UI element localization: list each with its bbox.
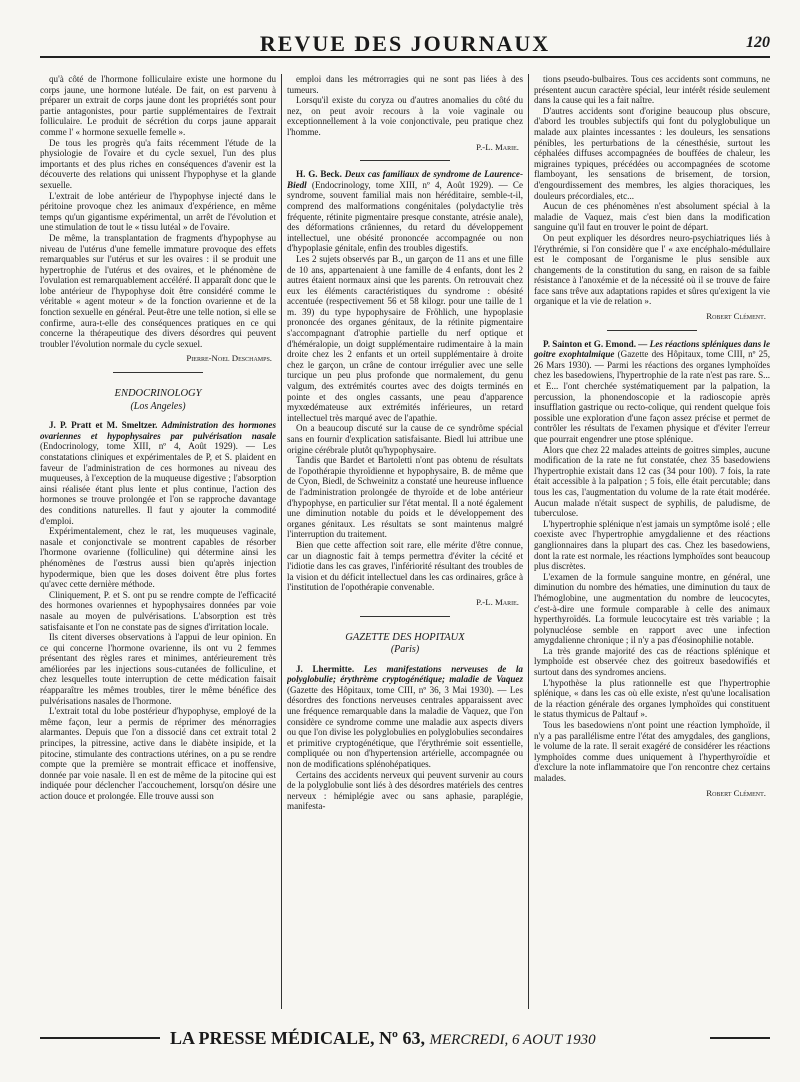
signature: Robert Clément. bbox=[706, 787, 766, 798]
article-entry bbox=[534, 339, 770, 445]
paragraph: tions pseudo-bulbaires. Tous ces accidents sont communs, ne présentent aucun caractère spécial, leur intérêt réside seulement dans la cause qui les a fait naître. bbox=[534, 74, 770, 106]
paragraph: De même, la transplantation de fragments d'hypophyse au niveau de l'utérus d'une femelle immature provoque des effets remarquables sur l'utérus et sur les ovaires : il se produit une hypertrophie de l'utérus et des ovaires, et le phénomène de l'ovulation est remarquablement accéléré. Il apparaît donc que le lobe antérieur de l'hypophyse doit être considéré comme le véritable « agent moteur » de la fonction ovarienne et de la fonction sexuelle en général. Peut-être une telle notion, si elle se confirme, aura-t-elle des conséquences pratiques en ce qui concerne la thérapeutique des divers désordres qui peuvent troubler l'évolution normale du cycle sexuel. bbox=[40, 232, 276, 349]
paragraph: Ils citent diverses observations à l'appui de leur opinion. En ce qui concerne l'hormone ovarienne, ils ont vu 2 femmes présentant des règles rares et minimes, antérieurement très améliorées par les injections sous-cutanées de folliculine, et chez lesquelles toute interruption de cette médication faisait réapparaître les mêmes troubles, tirer le même bénéfice des pulvérisations nasales de l'hormone. bbox=[40, 632, 276, 706]
signature: P.-L. Marie. bbox=[476, 141, 519, 152]
paragraph: L'examen de la formule sanguine montre, en général, une diminution du nombre des hématies, une diminution du taux de l'hémoglobine, une augmentation du nombre de leucocytes, c'est-à-dire une formule comparable à celle des animaux hyperthyroïdés. La formule leucocytaire est très variable ; la polynucléose semble en rapport avec une infection amygdalienne chronique ; il n'y a pas d'éosinophilie notable. bbox=[534, 571, 770, 646]
journal-section-title: REVUE DES JOURNAUX bbox=[259, 31, 551, 56]
article-entry bbox=[287, 169, 523, 254]
paragraph: Les 2 sujets observés par B., un garçon de 11 ans et une fille de 10 ans, appartenaient à une famille de 4 enfants, dont les 2 autres étaient normaux ainsi que les parents. On retrouvait chez eux les éléments caractéristiques du syndrome : obésité accentuée (respectivement 56 et 58 kilogr. pour une taille de 1 m. 39) du type hypophysaire de Fröhlich, une hypoplasie prononcée des organes génitaux, de la rétinite pigmentaire s'accompagnant d'atrophie partielle du nerf optique et d'héméralopie, un doigt supplémentaire rudimentaire à la main droite chez les 2 enfants et un orteil supplémentaire à droite chez le garçon, un crâne de contour irrégulier avec une selle turcique un peu plus profonde que normalement, du genu valgum, des extrémités courtes avec des doigts terminés en pointe et des ongles cassants, une peau d'apparence myxœdémateuse aux extrémités inférieures, un retard intellectuel très marqué avec de l'apathie. bbox=[287, 253, 523, 423]
paragraph: Cliniquement, P. et S. ont pu se rendre compte de l'efficacité des hormones ovariennes et hypophysaires données par voie nasale au moyen de pulvérisations. L'absorption est très satisfaisante et l'on ne constate pas de signes d'irritation locale. bbox=[40, 589, 276, 632]
paragraph: On a beaucoup discuté sur la cause de ce syndrôme spécial sans en fournir d'explication satisfaisante. Biedl lui attribue une origine cérébrale plutôt qu'hypophysaire. bbox=[287, 423, 523, 455]
signature: Robert Clément. bbox=[706, 311, 766, 322]
footer-journal: LA PRESSE MÉDICALE, Nº 63, bbox=[170, 1028, 425, 1048]
article-entry bbox=[40, 420, 276, 526]
article-title: Administration des hormones ovariennes et hypophysaires par pulvérisation nasale bbox=[40, 420, 276, 441]
article-authors: J. Lhermitte. bbox=[296, 663, 355, 674]
column-divider bbox=[281, 74, 282, 1009]
paragraph: De tous les progrès qu'a faits récemment l'étude de la physiologie de l'ovaire et du cycle sexuel, l'un des plus importants et des plus riches en conséquences d'avenir est la découverte des relations qui unissent l'hypophyse et la glande sexuelle. bbox=[40, 137, 276, 190]
column-1 bbox=[40, 74, 276, 1009]
article-title: Deux cas familiaux de syndrome de Laurence-Biedl bbox=[287, 169, 523, 190]
article-columns bbox=[40, 74, 770, 1009]
footer-date: MERCREDI, 6 AOUT 1930 bbox=[429, 1032, 596, 1048]
article-entry bbox=[287, 664, 523, 770]
paragraph: On peut expliquer les désordres neuro-psychiatriques liés à l'érythrémie, si l'on considère que l' « axe encéphalo-médullaire est le composant de l'organisme le plus sensible aux changements de la constitution du sang, en raison de sa faible résistance à l'anoxémie et de la nécessité où il se trouve de faire face sans trêve aux adaptations rapides et sûres qu'exigent la vie organique et la vie de relation ». bbox=[534, 232, 770, 307]
page-footer bbox=[40, 1028, 770, 1050]
footer-rule bbox=[710, 1037, 770, 1039]
article-authors: P. Sainton et G. Emond. bbox=[543, 338, 636, 349]
column-2 bbox=[287, 74, 523, 1009]
column-divider bbox=[528, 74, 529, 1009]
paragraph: L'extrait de lobe antérieur de l'hypophyse injecté dans le péritoine provoque chez les animaux d'expérience, en même temps qu'un gigantisme expérimental, un arrêt de l'évolution et une stimulation de tout le « tissu lutéal » de l'ovaire. bbox=[40, 190, 276, 233]
footer-text bbox=[170, 1028, 596, 1049]
separator bbox=[360, 616, 450, 617]
footer-rule bbox=[40, 1037, 160, 1039]
article-body: (Gazette des Hôpitaux, tome CIII, nº 25, 26 Mars 1930). — Parmi les réactions des organes lymphoïdes chez les basedowiens, l'hypertrophie de la rate n'est pas rare. S... et E... l'ont cherchée systématiquement par la palpation, la percussion, la phonendoscopie et la radioscopie après insufflation gastrique ou recto-colique, qui rendent quelque fois possible une exploration d'une façon assez précise et permet de contrôler les résultats de l'examen physique et d'éviter l'erreur que pourrait engendrer une ptose splénique. bbox=[534, 349, 770, 444]
article-title: — Les réactions spléniques dans le goitre exophtalmique bbox=[534, 338, 770, 360]
separator bbox=[113, 372, 203, 373]
paragraph: L'extrait total du lobe postérieur d'hypophyse, employé de la même façon, leur a permis de réprimer des ménorragies alarmantes. Depuis que l'on a dissocié dans cet extrait total 2 principes, la pitressine, active dans le diabète insipide, et la pitocine, stimulante des contractions utérines, on a pu se rendre compte que la première se montrait efficace et inoffensive, donnée par voie nasale. Il en est de même de la pitocine qui est indiquée pour déclencher l'accouchement, lorsqu'on désire une action douce et prolongée. Elle trouve aussi son bbox=[40, 706, 276, 801]
signature: Pierre-Noel Deschamps. bbox=[186, 353, 272, 364]
journal-location: (Paris) bbox=[390, 644, 420, 656]
journal-heading: ENDOCRINOLOGY bbox=[114, 388, 202, 400]
paragraph: Certains des accidents nerveux qui peuvent survenir au cours de la polyglobulie sont liés à des désordres matériels des centres nerveux : hémiplégie avec ou sans aphasie, paraplégie, manifesta- bbox=[287, 769, 523, 812]
paragraph: L'hypertrophie splénique n'est jamais un symptôme isolé ; elle coexiste avec l'hypertrophie amygdalienne et des réactions ganglionnaires dans la plupart des cas. Chez les basedowiens, dont la rate est normale, les réactions lymphoïdes sont beaucoup plus discrètes. bbox=[534, 518, 770, 572]
paragraph: D'autres accidents sont d'origine beaucoup plus obscure, d'abord les troubles subjectifs qui font du polyglobulique un malade aux plaintes incessantes : les douleurs, les sensations pénibles, les perturbations de la cénesthésie, surtout les céphalées diffuses accompagnées de bouffées de chaleur, les migraines typiques, précédées ou accompagnées de scotome flamboyant, les sensations de brisement, de torsion, d'engourdissement des membres, les algies thoraciques, les douleurs précordiales, etc... bbox=[534, 105, 770, 201]
article-body: (Endocrinology, tome XIII, nº 4, Août 1929). — Ce syndrome, souvent familial mais non héréditaire, semble-t-il, comprend des malformations congénitales (polydactylie très fréquente, rétinite pigmentaire presque constante, atrésie anale), des déformations crâniennes, du retard du développement intellectuel, une obésité prononcée accompagnée ou non d'hypoplasie génitale, enfin des troubles digestifs. bbox=[287, 179, 523, 254]
paragraph: L'hypothèse la plus rationnelle est que l'hypertrophie splénique, « dans les cas où elle existe, n'est qu'une localisation de la réaction générale des organes lymphoïdes qui constituent le status thymicus de Paltauf ». bbox=[534, 677, 770, 720]
paragraph: Expérimentalement, chez le rat, les muqueuses vaginale, nasale et conjonctivale se montrent capables de résorber l'hormone ovarienne (folliculine) qui détermine ainsi les phénomènes de l'œstrus aussi bien qu'après injection hypodermique, bien que les doses doivent être plus fortes qu'avec cette dernière méthode. bbox=[40, 526, 276, 590]
signature: P.-L. Marie. bbox=[476, 596, 519, 607]
paragraph: Alors que chez 22 malades atteints de goitres simples, aucune modification de la rate ne fut constatée, chez 35 basedowiens l'hypertrophie existait dans 12 cas (34 pour 100). 7 fois, la rate était accessible à la palpation ; 5 fois, elle était percutable; dans tous les cas, l'augmentation du volume de la rate était modérée. Aucun malade n'était suspect de syphilis, de paludisme, de tuberculose. bbox=[534, 444, 770, 519]
paragraph: Tous les basedowiens n'ont point une réaction lymphoïde, il n'y a pas parallélisme entre l'état des amygdales, des ganglions, le volume de la rate. Il serait exagéré de considérer les réactions lymphoïdes comme dues uniquement à l'hyperthyroïdie et d'exclure la note inflammatoire que l'on rencontre chez certains malades. bbox=[534, 720, 770, 783]
paragraph: Tandis que Bardet et Bartoletti n'ont pas obtenu de résultats de l'opothérapie thyroïdienne et hypophysaire, B. de même que de Cyon, Biedl, de Schweinitz a constaté une heureuse influence de l'administration prolongée de thyroïde et de lobe antérieur d'hypophyse, en particulier sur l'état mental. Il a noté également une diminution notable du poids et le développement des organes génitaux. Les résultats se sont maintenus malgré l'interruption du traitement. bbox=[287, 455, 523, 540]
separator bbox=[360, 160, 450, 161]
page-number: 120 bbox=[746, 34, 770, 51]
article-title: Les manifestations nerveuses de la polyglobulie; érythrème cryptogénétique; maladie de Vaquez bbox=[287, 663, 523, 685]
article-authors: J. P. Pratt et M. Smeltzer. bbox=[49, 420, 158, 431]
paragraph: emploi dans les métrorragies qui ne sont pas liées à des tumeurs. bbox=[287, 74, 523, 95]
page-header bbox=[40, 28, 770, 58]
paragraph: Lorsqu'il existe du coryza ou d'autres anomalies du côté du nez, on peut avoir recours à la voie vaginale ou exceptionnellement à la voie conjonctivale, peu pratique chez l'homme. bbox=[287, 95, 523, 137]
column-3 bbox=[534, 74, 770, 1009]
paragraph: La très grande majorité des cas de réactions splénique et lymphoïde est observée chez des goitreux basedowifiés et surtout dans des syndromes anciens. bbox=[534, 645, 770, 678]
journal-heading: GAZETTE DES HOPITAUX bbox=[345, 631, 465, 643]
article-body: (Gazette des Hôpitaux, tome CIII, nº 36, 3 Mai 1930). — Les désordres des fonctions nerveuses centrales apparaissent avec une fréquence remarquable dans la maladie de Vaquez, que l'on considère ce syndrome comme une maladie aux aspects divers ou que l'on divise les polyglobulies en polyglobulies secondaires et primitive cryptogénétique, que l'érythrémie soit essentielle, compliquée ou non d'hypertension artérielle, accompagnée ou non de modifications splénohépatiques. bbox=[287, 684, 523, 770]
paragraph: Aucun de ces phénomènes n'est absolument spécial à la maladie de Vaquez, mais c'est bien dans la modification sanguine qu'il faut en trouver le point de départ. bbox=[534, 201, 770, 233]
separator bbox=[607, 330, 697, 331]
article-authors: H. G. Beck. bbox=[296, 169, 342, 180]
paragraph: qu'à côté de l'hormone folliculaire existe une hormone du corps jaune, une hormone lutéale. De fait, on est parvenu à préparer un extrait de corps jaune dont les propriétés sont pour partie antagonistes, pour partie supplémentaires de l'extrait folliculaire. Le produit de sécrétion du corps jaune apparait comme l' « hormone sexuelle femelle ». bbox=[40, 74, 276, 137]
paragraph: Bien que cette affection soit rare, elle mérite d'être connue, car un diagnostic fait à temps permettra d'éviter la cécité et l'idiotie dans les cas graves, l'infériorité résultant des troubles de la vision et du déficit intellectuel dans les cas ordinaires, grâce à l'institution de l'opothérapie convenable. bbox=[287, 539, 523, 593]
article-body: (Endocrinology, tome XIII, nº 4, Août 1929). — Les constatations cliniques et expérimentales de P, et S. plaident en faveur de l'administration de ces hormones au niveau des muqueuses, à l'exception de la muqueuse digestive ; l'absorption ainsi réalisée étant plus lente et plus continue, l'action des hormones se trouve prolongée et l'on se rapproche davantage des conditions naturelles. Il faut y ajouter la commodité d'emploi. bbox=[40, 441, 276, 526]
journal-location: (Los Angeles) bbox=[130, 400, 186, 412]
